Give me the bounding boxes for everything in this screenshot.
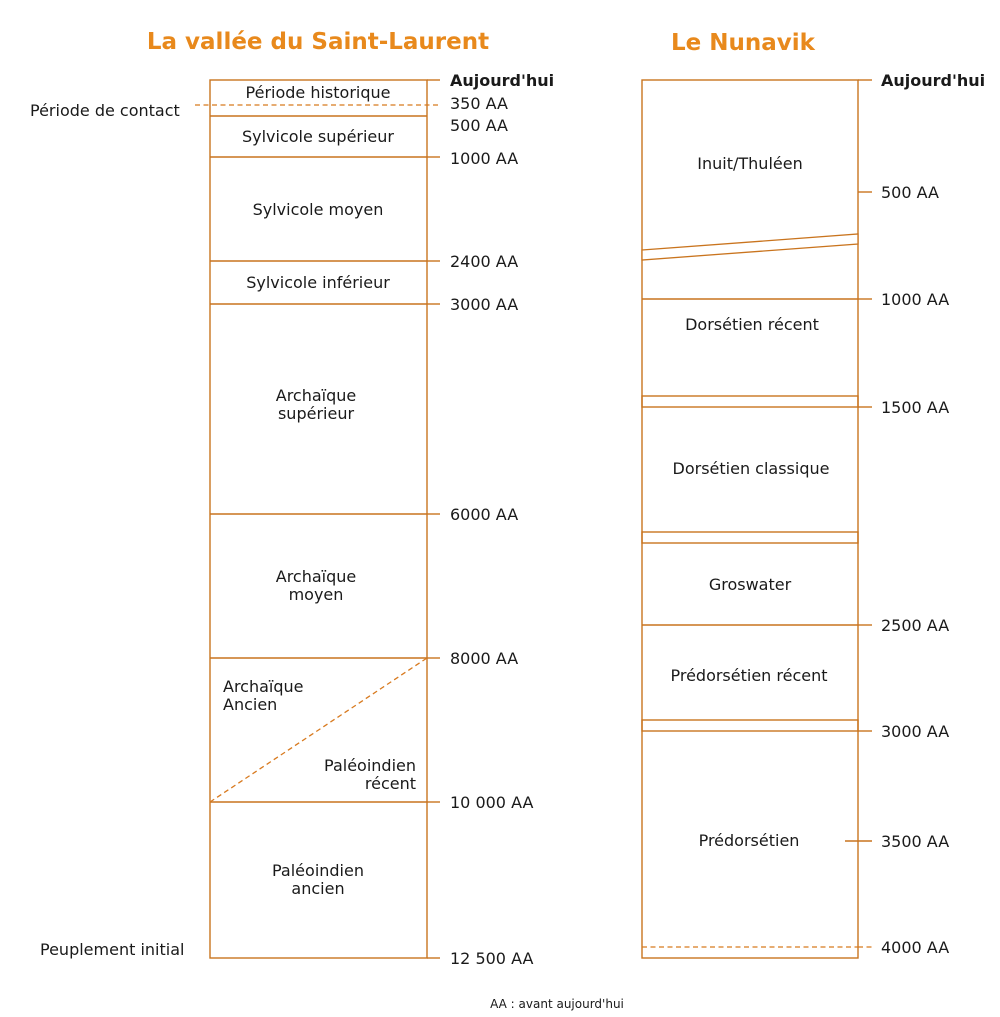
left-tick-1000: 1000 AA [450, 149, 519, 168]
period-inuit-thuleen: Inuit/Thuléen [697, 154, 803, 173]
period-archaique-superieur-l1: Archaïque [275, 386, 357, 405]
period-sylvicole-inferieur: Sylvicole inférieur [246, 273, 390, 292]
period-paleoindien-ancien-l1: Paléoindien [272, 861, 364, 880]
right-tick-3000: 3000 AA [881, 722, 950, 741]
right-tick-1500: 1500 AA [881, 398, 950, 417]
period-paleoindien-recent-l2: récent [364, 774, 416, 793]
period-paleoindien-recent-l1: Paléoindien [324, 756, 416, 775]
gap-1 [642, 396, 858, 407]
period-predorsetien-recent: Prédorsétien récent [670, 666, 828, 685]
gap-slanted [642, 234, 858, 260]
gap-3 [642, 720, 858, 731]
right-column [642, 80, 872, 958]
right-tick-500: 500 AA [881, 183, 939, 202]
period-sylvicole-moyen: Sylvicole moyen [252, 200, 384, 219]
period-archaique-ancien-l1: Archaïque [223, 677, 304, 696]
right-tick-3500: 3500 AA [881, 832, 950, 851]
footnote: AA : avant aujourd'hui [490, 997, 624, 1011]
period-archaique-superieur-l2: supérieur [277, 404, 355, 423]
left-tick-500: 500 AA [450, 116, 508, 135]
right-tick-2500: 2500 AA [881, 616, 950, 635]
period-archaique-ancien-l2: Ancien [223, 695, 278, 714]
period-archaique-moyen-l2: moyen [288, 585, 344, 604]
left-title: La vallée du Saint-Laurent [146, 29, 490, 55]
initial-settlement-label: Peuplement initial [40, 940, 185, 959]
period-dorsetien-recent: Dorsétien récent [685, 315, 819, 334]
left-tick-8000: 8000 AA [450, 649, 519, 668]
period-groswater: Groswater [708, 575, 792, 594]
gap-2 [642, 532, 858, 543]
left-tick-2400: 2400 AA [450, 252, 519, 271]
period-paleoindien-ancien-l2: ancien [291, 879, 345, 898]
left-tick-6000: 6000 AA [450, 505, 519, 524]
period-dorsetien-classique: Dorsétien classique [672, 459, 830, 478]
left-tick-350: 350 AA [450, 94, 508, 113]
left-tick-3000: 3000 AA [450, 295, 519, 314]
right-tick-4000: 4000 AA [881, 938, 950, 957]
right-column-box [642, 80, 858, 958]
left-tick-12500: 12 500 AA [450, 949, 534, 968]
right-title: Le Nunavik [671, 30, 815, 56]
right-tick-today: Aujourd'hui [881, 71, 986, 90]
period-archaique-moyen-l1: Archaïque [275, 567, 357, 586]
period-sylvicole-superieur: Sylvicole supérieur [241, 127, 395, 146]
contact-period-label: Période de contact [30, 101, 180, 120]
right-tick-1000: 1000 AA [881, 290, 950, 309]
period-historique: Période historique [245, 83, 391, 102]
period-predorsetien: Prédorsétien [698, 831, 800, 850]
left-tick-10000: 10 000 AA [450, 793, 534, 812]
left-tick-today: Aujourd'hui [450, 71, 555, 90]
